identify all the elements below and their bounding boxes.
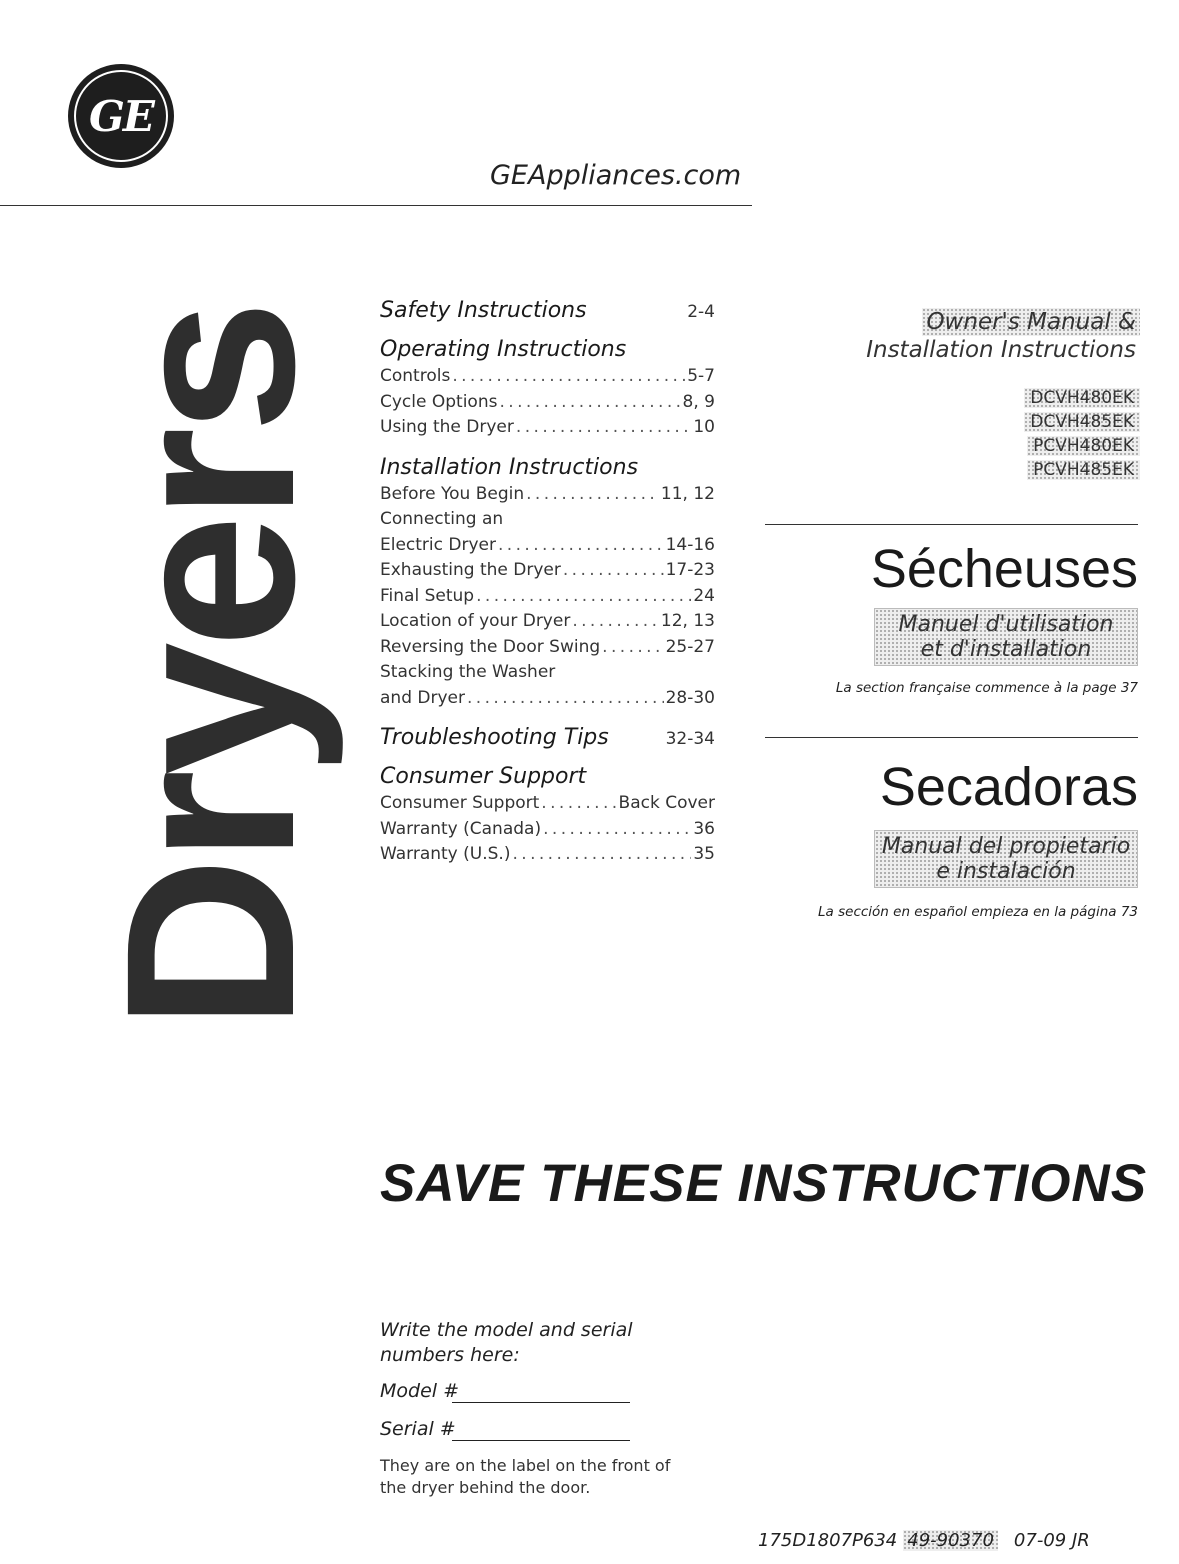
toc-entry-pages: 12, 13: [660, 611, 715, 631]
owners-manual-line1: Owner's Manual &: [922, 308, 1140, 336]
serial-number-label: Serial #: [380, 1418, 456, 1440]
toc-section-label: Safety Instructions: [380, 298, 587, 323]
toc-section: [380, 725, 715, 750]
toc-entry-pages: 5-7: [687, 366, 715, 386]
date-code: 07-09 JR: [1013, 1530, 1090, 1551]
toc-entry-pages: 8, 9: [682, 391, 715, 412]
toc-section-label: Operating Instructions: [380, 337, 627, 362]
french-box-line2: et d'installation: [920, 637, 1092, 662]
footer-code: [758, 1530, 1090, 1551]
stamp-number: 49-90370: [903, 1530, 998, 1551]
model-number: PCVH485EK: [910, 458, 1140, 482]
ge-logo-ring: [74, 70, 168, 162]
toc-section: [380, 298, 715, 323]
spanish-box-line1: Manual del propietario: [881, 834, 1131, 859]
toc-entry-label: Exhausting the Dryer: [380, 560, 561, 580]
toc-section: [380, 764, 715, 868]
toc-section-title: [380, 764, 715, 789]
toc-leader-dots: [543, 817, 691, 843]
model-number-label: Model #: [380, 1380, 460, 1402]
toc-entry: [380, 482, 715, 508]
toc-entry: [380, 635, 715, 661]
toc-entry-label: and Dryer: [380, 687, 465, 708]
toc-entry-label: Cycle Options: [380, 391, 498, 412]
toc-section-pages: 32-34: [665, 729, 715, 749]
toc-entry-label: Consumer Support: [380, 793, 540, 813]
owners-manual-title: [855, 308, 1140, 364]
label-location-note: They are on the label on the front of the dryer behind the door.: [380, 1456, 671, 1497]
toc-section: [380, 337, 715, 441]
section-divider: [765, 737, 1138, 738]
toc-entry: [380, 660, 715, 686]
french-box-line1: Manuel d'utilisation: [898, 612, 1114, 637]
toc-entry-pages: 10: [693, 417, 715, 437]
toc-leader-dots: [467, 686, 664, 712]
toc-entry-pages: 24: [693, 585, 715, 606]
toc-leader-dots: [563, 558, 664, 584]
toc-leader-dots: [516, 415, 691, 441]
toc-leader-dots: [498, 533, 664, 559]
toc-section-label: Consumer Support: [380, 764, 587, 789]
spanish-manual-box: [874, 830, 1138, 888]
toc-section-label: Troubleshooting Tips: [380, 725, 609, 750]
model-number: DCVH485EK: [910, 410, 1140, 434]
toc-entry-label: Using the Dryer: [380, 417, 514, 437]
toc-entry-label: Location of your Dryer: [380, 611, 571, 631]
toc-entry-label: Stacking the Washer: [380, 662, 556, 682]
toc-entry: [380, 842, 715, 868]
toc-leader-dots: [476, 584, 691, 610]
spanish-box-line2: e instalación: [936, 859, 1076, 884]
toc-entry-label: Final Setup: [380, 585, 475, 606]
toc-entry: [380, 390, 715, 416]
toc-section-title: [380, 455, 715, 480]
french-manual-box: [874, 608, 1138, 666]
toc-leader-dots: [452, 364, 685, 390]
ge-logo: [68, 64, 174, 168]
spanish-title: Secadoras: [879, 757, 1138, 817]
toc-entry-pages: 35: [693, 844, 715, 864]
toc-entry-pages: 11, 12: [660, 483, 715, 504]
model-number: PCVH480EK: [910, 434, 1140, 458]
toc-entry: [380, 686, 715, 712]
french-note: La section française commence à la page 37: [835, 680, 1138, 696]
toc-entry-label: Warranty (Canada): [380, 818, 542, 839]
toc-entry: [380, 415, 715, 441]
french-title: Sécheuses: [870, 539, 1138, 599]
toc-leader-dots: [541, 791, 616, 817]
ge-logo-text: GE: [89, 91, 153, 141]
toc-section: [380, 455, 715, 712]
toc-entry: [380, 791, 715, 817]
toc-entry-label: Warranty (U.S.): [380, 844, 511, 864]
vertical-title-wrap: [75, 295, 344, 1040]
toc-entry: [380, 533, 715, 559]
model-list: [910, 386, 1140, 482]
toc-entry-label: Connecting an: [380, 509, 504, 529]
toc-leader-dots: [572, 609, 659, 635]
toc-section-pages: 2-4: [687, 302, 715, 322]
owners-manual-line2: Installation Instructions: [866, 337, 1136, 363]
toc-entry-pages: 36: [693, 818, 715, 839]
toc-entry: [380, 507, 715, 533]
vertical-title: Dryers: [75, 305, 344, 1030]
toc-leader-dots: [526, 482, 659, 508]
toc-entry-pages: Back Cover: [618, 793, 715, 813]
toc-section-title: [380, 337, 715, 362]
website-url: GEAppliances.com: [490, 160, 742, 191]
toc-entry-label: Electric Dryer: [380, 534, 496, 555]
toc-entry-pages: 14-16: [665, 534, 715, 555]
part-number: 175D1807P634: [758, 1530, 898, 1551]
toc-entry-pages: 17-23: [665, 560, 715, 580]
toc-section-title: [380, 725, 715, 750]
toc-entry: [380, 609, 715, 635]
serial-number-line: [452, 1440, 630, 1441]
toc-entry: [380, 558, 715, 584]
section-divider: [765, 524, 1138, 525]
toc-leader-dots: [512, 842, 691, 868]
toc-entry-label: Reversing the Door Swing: [380, 636, 601, 657]
toc-entry-pages: 25-27: [665, 636, 715, 657]
toc-leader-dots: [499, 390, 680, 416]
toc-entry: [380, 584, 715, 610]
toc-leader-dots: [602, 635, 663, 661]
toc-entry: [380, 817, 715, 843]
toc-entry-label: Before You Begin: [380, 483, 525, 504]
record-prompt: Write the model and serial numbers here:: [380, 1319, 633, 1366]
model-number-field: [380, 1380, 459, 1402]
serial-number-field: [380, 1418, 456, 1440]
toc-section-label: Installation Instructions: [380, 454, 639, 480]
model-number: DCVH480EK: [910, 386, 1140, 410]
header-divider: [0, 205, 752, 206]
toc-entry-label: Controls: [380, 366, 451, 386]
save-instructions-heading: SAVE THESE INSTRUCTIONS: [380, 1154, 1148, 1213]
toc-entry: [380, 364, 715, 390]
model-number-line: [452, 1402, 630, 1403]
toc-section-title: [380, 298, 715, 323]
toc-entry-pages: 28-30: [665, 687, 715, 708]
spanish-note: La sección en español empieza en la página 73: [818, 904, 1138, 920]
table-of-contents: [380, 298, 715, 882]
